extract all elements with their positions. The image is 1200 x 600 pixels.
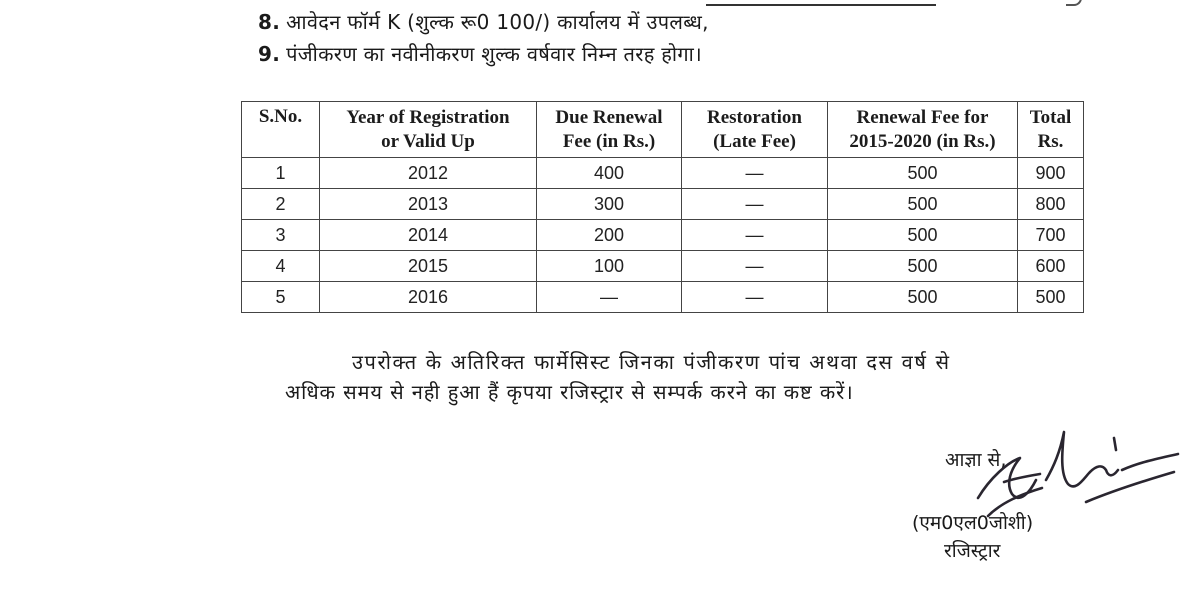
cell-due-fee: 100 — [537, 251, 682, 282]
cell-total: 600 — [1018, 251, 1084, 282]
registrar-name: (एम0एल0जोशी) — [912, 512, 1034, 534]
cell-year: 2015 — [320, 251, 537, 282]
note-line-2: अधिक समय से नही हुआ हैं कृपया रजिस्ट्रार से सम्पर्क करने का कष्ट करें। — [285, 380, 854, 404]
cell-renewal-fee: 500 — [828, 189, 1018, 220]
registrar-designation: रजिस्ट्रार — [944, 540, 1001, 562]
item-9 — [258, 41, 702, 67]
cell-total: 700 — [1018, 220, 1084, 251]
renewal-fee-table — [241, 101, 1084, 313]
table-row — [242, 251, 1084, 282]
cell-restoration: — — [682, 220, 828, 251]
cell-year: 2013 — [320, 189, 537, 220]
header-total: Total Rs. — [1018, 102, 1084, 158]
cell-sno: 5 — [242, 282, 320, 313]
item-8-text: आवेदन फॉर्म K (शुल्क रू0 100/) कार्यालय में उपलब्ध, — [286, 10, 709, 34]
cell-renewal-fee: 500 — [828, 220, 1018, 251]
cell-renewal-fee: 500 — [828, 158, 1018, 189]
table-row — [242, 189, 1084, 220]
table-header-row — [242, 102, 1084, 158]
cell-renewal-fee: 500 — [828, 251, 1018, 282]
cell-sno: 3 — [242, 220, 320, 251]
cell-renewal-fee: 500 — [828, 282, 1018, 313]
cell-due-fee: 200 — [537, 220, 682, 251]
item-9-text: पंजीकरण का नवीनीकरण शुल्क वर्षवार निम्न तरह होगा। — [286, 42, 703, 66]
cell-total: 800 — [1018, 189, 1084, 220]
cell-year: 2016 — [320, 282, 537, 313]
top-cut-underline — [706, 0, 936, 6]
cell-due-fee: — — [537, 282, 682, 313]
header-restoration: Restoration (Late Fee) — [682, 102, 828, 158]
cell-restoration: — — [682, 282, 828, 313]
cell-total: 900 — [1018, 158, 1084, 189]
cell-sno: 2 — [242, 189, 320, 220]
cell-year: 2014 — [320, 220, 537, 251]
cell-total: 500 — [1018, 282, 1084, 313]
table-row — [242, 220, 1084, 251]
cell-due-fee: 400 — [537, 158, 682, 189]
item-8 — [258, 9, 709, 35]
cell-restoration: — — [682, 189, 828, 220]
header-sno: S.No. — [242, 102, 320, 158]
cell-year: 2012 — [320, 158, 537, 189]
cell-due-fee: 300 — [537, 189, 682, 220]
item-9-number: 9. — [258, 42, 281, 66]
header-renewal-fee: Renewal Fee for 2015-2020 (in Rs.) — [828, 102, 1018, 158]
header-due-fee: Due Renewal Fee (in Rs.) — [537, 102, 682, 158]
table-row — [242, 158, 1084, 189]
cell-restoration: — — [682, 251, 828, 282]
top-cut-bracket — [1066, 0, 1082, 6]
cell-sno: 4 — [242, 251, 320, 282]
note-line-1: उपरोक्त के अतिरिक्त फार्मेसिस्ट जिनका पंजीकरण पांच अथवा दस वर्ष से — [352, 350, 951, 374]
cell-sno: 1 — [242, 158, 320, 189]
header-year: Year of Registration or Valid Up — [320, 102, 537, 158]
cell-restoration: — — [682, 158, 828, 189]
item-8-number: 8. — [258, 10, 281, 34]
table-row — [242, 282, 1084, 313]
by-order-text: आज्ञा से, — [945, 449, 1007, 471]
